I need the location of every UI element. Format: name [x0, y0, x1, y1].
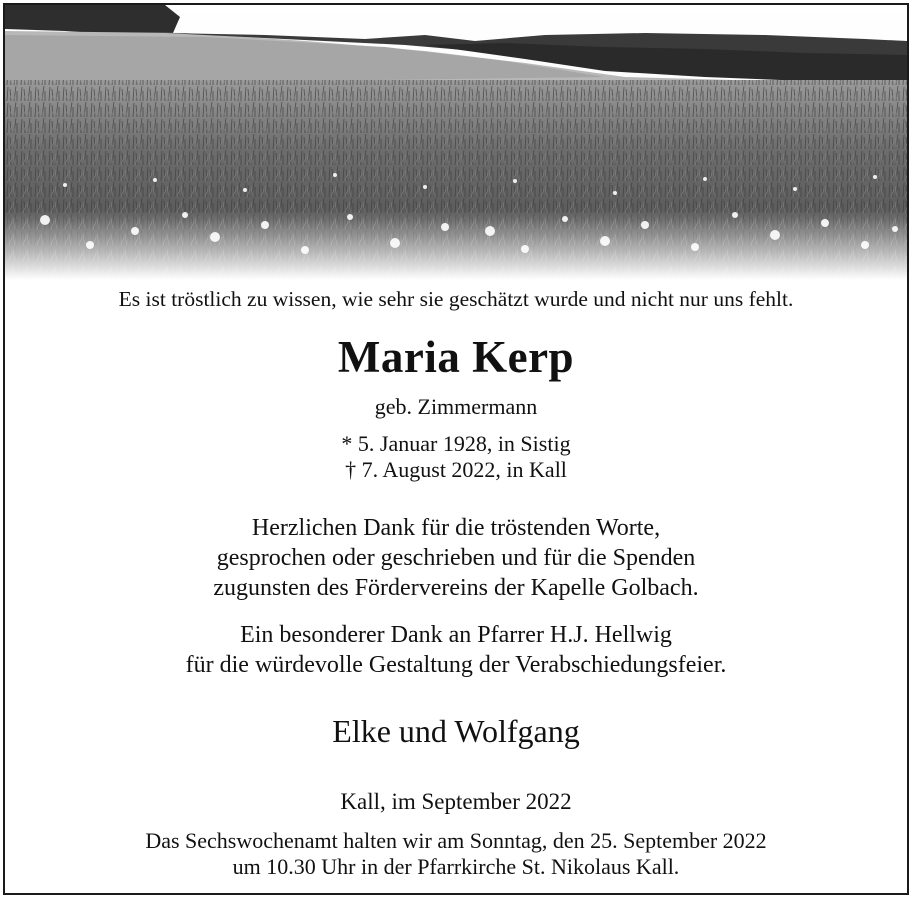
special-thanks-paragraph	[5, 620, 907, 680]
deceased-name: Maria Kerp	[337, 332, 575, 382]
special-thanks-line: Ein besonderer Dank an Pfarrer H.J. Hellwig	[240, 622, 672, 648]
life-dates	[5, 431, 907, 483]
signers: Elke und Wolfgang	[332, 713, 580, 749]
obituary-frame	[3, 3, 909, 895]
thanks-paragraph	[5, 513, 907, 603]
thanks-line: gesprochen oder geschrieben und für die Spenden	[216, 545, 696, 571]
mass-line: um 10.30 Uhr in der Pfarrkirche St. Nikolaus Kall.	[232, 854, 680, 879]
maiden-name: geb. Zimmermann	[374, 394, 538, 419]
thanks-line: Herzlichen Dank für die tröstenden Worte,	[251, 515, 661, 541]
birth-date: * 5. Januar 1928, in Sistig	[341, 431, 571, 456]
special-thanks-line: für die würdevolle Gestaltung der Verabschiedungsfeier.	[185, 652, 727, 678]
place-date: Kall, im September 2022	[340, 789, 572, 814]
death-date: † 7. August 2022, in Kall	[345, 457, 567, 482]
intro-quote: Es ist tröstlich zu wissen, wie sehr sie geschätzt wurde und nicht nur uns fehlt.	[118, 287, 794, 311]
mass-line: Das Sechswochenamt halten wir am Sonntag, den 25. September 2022	[145, 828, 767, 853]
mass-announcement	[5, 828, 907, 880]
thanks-line: zugunsten des Fördervereins der Kapelle Golbach.	[213, 575, 699, 601]
meadow-landscape-image	[5, 5, 907, 280]
